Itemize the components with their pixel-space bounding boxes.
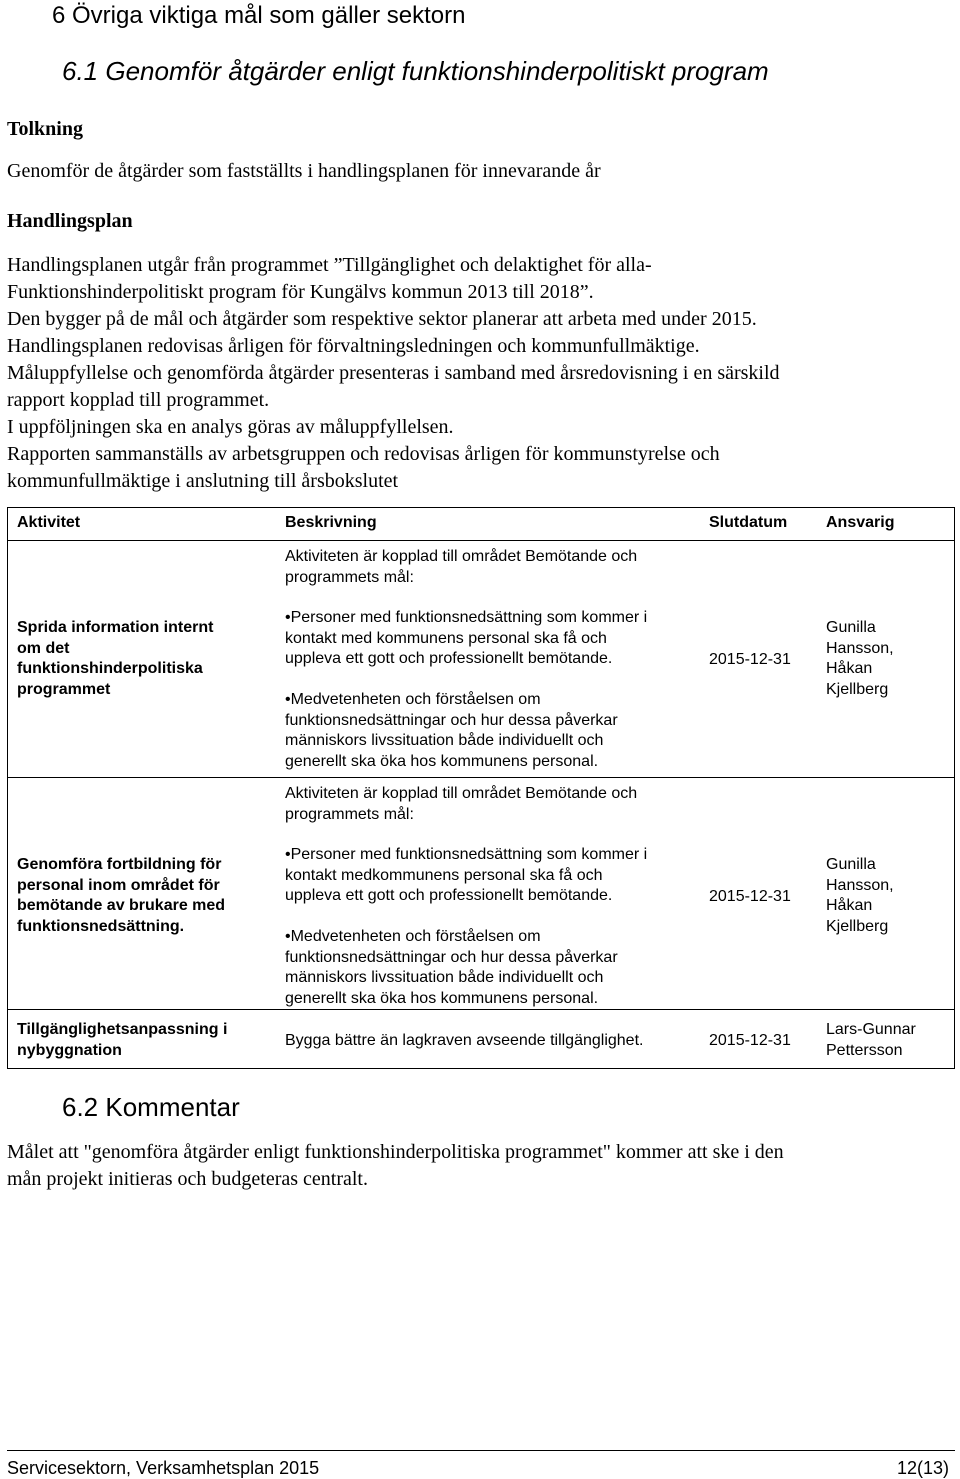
cell-line: Aktiviteten är kopplad till området Bemötande och <box>285 785 638 802</box>
table-header <box>8 508 954 541</box>
cell-line: •Medvetenheten och förståelsen om <box>285 691 541 708</box>
description-bullet <box>285 845 647 907</box>
cell-line: Genomföra fortbildning för <box>17 856 222 873</box>
body-line: Rapporten sammanställs av arbetsgruppen och redovisas årligen för kommunstyrelse och <box>7 443 720 465</box>
footer-page-number: 12(13) <box>897 1458 950 1478</box>
cell-line: generellt ska öka hos kommunens personal. <box>285 989 599 1007</box>
cell-line: funktionsnedsättning. <box>17 917 185 935</box>
cell-line: Håkan <box>826 897 873 914</box>
activity-cell <box>17 855 225 937</box>
section-heading: 6 Övriga viktiga mål som gäller sektorn <box>52 2 466 29</box>
header-beskrivning: Beskrivning <box>285 514 377 531</box>
footer-divider <box>7 1450 955 1451</box>
row-divider <box>8 1009 954 1010</box>
responsible-cell <box>826 1020 916 1061</box>
cell-line: funktionsnedsättningar och hur dessa påverkar <box>285 948 618 966</box>
tolkning-text: Genomför de åtgärder som fastställts i handlingsplanen för innevarande år <box>7 160 601 182</box>
responsible-cell <box>826 618 894 700</box>
cell-line: nybyggnation <box>17 1041 122 1059</box>
cell-line: programmets mål: <box>285 568 414 586</box>
cell-line: programmet <box>17 680 111 698</box>
description-bullet <box>285 690 618 772</box>
cell-line: människors livssituation både individuellt och <box>285 732 604 749</box>
cell-line: •Medvetenheten och förståelsen om <box>285 928 541 945</box>
cell-line: •Personer med funktionsnedsättning som kommer i <box>285 609 648 626</box>
header-slutdatum: Slutdatum <box>709 514 788 531</box>
cell-line: Aktiviteten är kopplad till området Bemötande och <box>285 548 638 565</box>
body-line: Handlingsplanen redovisas årligen för förvaltningsledningen och kommunfullmäktige. <box>7 335 700 357</box>
tolkning-heading: Tolkning <box>7 118 83 140</box>
body-line: I uppföljningen ska en analys göras av måluppfyllelsen. <box>7 416 454 438</box>
body-line: rapport kopplad till programmet. <box>7 389 270 411</box>
body-line: Handlingsplanen utgår från programmet ”Tillgänglighet och delaktighet för alla- <box>7 254 652 276</box>
description-cell <box>285 784 637 825</box>
cell-line: Pettersson <box>826 1041 903 1059</box>
subsection-heading: 6.1 Genomför åtgärder enligt funktionshinderpolitiskt program <box>62 56 769 86</box>
cell-line: Kjellberg <box>826 680 889 698</box>
cell-line: •Personer med funktionsnedsättning som kommer i <box>285 846 648 863</box>
date-cell: 2015-12-31 <box>709 888 791 905</box>
cell-line: programmets mål: <box>285 805 414 823</box>
cell-line: Hansson, <box>826 639 894 657</box>
description-bullet <box>285 608 647 670</box>
activity-table <box>7 507 955 1069</box>
cell-line: personal inom området för <box>17 876 220 894</box>
cell-line: Lars-Gunnar <box>826 1021 916 1038</box>
cell-line: funktionshinderpolitiska <box>17 660 203 677</box>
cell-line: Tillgänglighetsanpassning i <box>17 1021 228 1038</box>
activity-cell <box>17 618 213 700</box>
cell-line: funktionsnedsättningar och hur dessa påverkar <box>285 711 618 729</box>
body-line: Funktionshinderpolitiskt program för Kungälvs kommun 2013 till 2018”. <box>7 281 594 303</box>
date-cell: 2015-12-31 <box>709 1032 791 1049</box>
cell-line: om det <box>17 639 70 657</box>
cell-line: generellt ska öka hos kommunens personal. <box>285 752 599 770</box>
cell-line: kontakt med kommunens personal ska få och <box>285 629 607 647</box>
description-cell <box>285 547 637 588</box>
activity-cell <box>17 1020 227 1061</box>
description-bullet <box>285 927 618 1009</box>
cell-line: människors livssituation både individuellt och <box>285 969 604 986</box>
date-cell: 2015-12-31 <box>709 651 791 668</box>
body-line: Den bygger på de mål och åtgärder som respektive sektor planerar att arbeta med under 2015. <box>7 308 757 330</box>
description-cell: Bygga bättre än lagkraven avseende tillgänglighet. <box>285 1032 644 1049</box>
cell-line: Kjellberg <box>826 917 889 935</box>
cell-line: bemötande av brukare med <box>17 897 226 914</box>
kommentar-line: Målet att "genomföra åtgärder enligt funktionshinderpolitiska programmet" kommer att ske i den <box>7 1141 784 1163</box>
cell-line: Gunilla <box>826 619 876 636</box>
cell-line: Gunilla <box>826 856 876 873</box>
cell-line: uppleva ett gott och professionellt bemötande. <box>285 887 613 904</box>
cell-line: Håkan <box>826 660 873 677</box>
footer-document-title: Servicesektorn, Verksamhetsplan 2015 <box>7 1458 320 1478</box>
kommentar-line: mån projekt initieras och budgeteras centralt. <box>7 1168 368 1190</box>
kommentar-heading: 6.2 Kommentar <box>62 1092 240 1122</box>
cell-line: Hansson, <box>826 876 894 894</box>
header-ansvarig: Ansvarig <box>826 514 895 531</box>
body-line: kommunfullmäktige i anslutning till årsbokslutet <box>7 470 399 492</box>
cell-line: Sprida information internt <box>17 619 214 636</box>
cell-line: kontakt medkommunens personal ska få och <box>285 866 603 884</box>
body-line: Måluppfyllelse och genomförda åtgärder presenteras i samband med årsredovisning i en särskild <box>7 362 780 384</box>
responsible-cell <box>826 855 894 937</box>
cell-line: uppleva ett gott och professionellt bemötande. <box>285 650 613 667</box>
handlingsplan-heading: Handlingsplan <box>7 210 133 232</box>
header-aktivitet: Aktivitet <box>17 514 81 531</box>
row-divider <box>8 777 954 778</box>
